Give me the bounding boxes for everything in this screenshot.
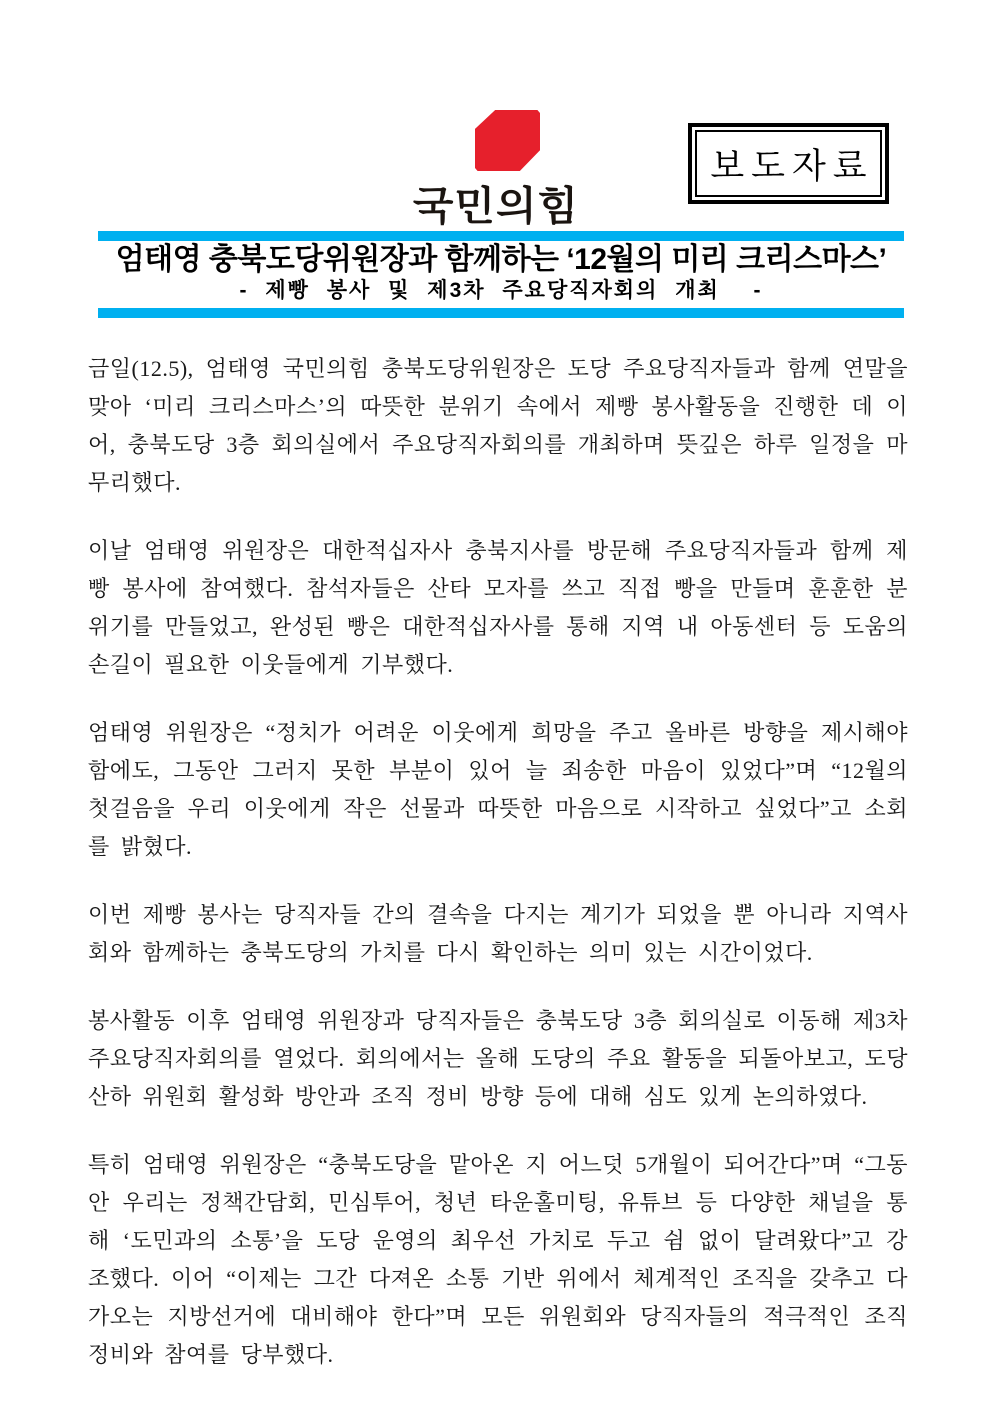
title-top-rule bbox=[98, 231, 904, 241]
press-release-label: 보도자료 bbox=[710, 146, 874, 186]
body-paragraph: 금일(12.5), 엄태영 국민의힘 충북도당위원장은 도당 주요당직자들과 함께 연말을 맞아 ‘미리 크리스마스’의 따뜻한 분위기 속에서 제빵 봉사활동을 진행한 데 이어, 충북도당 3층 회의실에서 주요당직자회의를 개최하며 뜻깊은 하루 일정을 마무리했다. bbox=[88, 356, 908, 495]
body-paragraph: 엄태영 위원장은 “정치가 어려운 이웃에게 희망을 주고 올바른 방향을 제시해야 함에도, 그동안 그러지 못한 부분이 있어 늘 죄송한 마음이 있었다”며 “12월의 첫걸음을 우리 이웃에게 작은 선물과 따뜻한 마음으로 시작하고 싶었다”고 소회를 밝혔다. bbox=[88, 720, 908, 859]
document-title: 엄태영 충북도당위원장과 함께하는 ‘12월의 미리 크리스마스’ bbox=[115, 243, 887, 276]
body-paragraph: 봉사활동 이후 엄태영 위원장과 당직자들은 충북도당 3층 회의실로 이동해 제3차 주요당직자회의를 열었다. 회의에서는 올해 도당의 주요 활동을 되돌아보고, 도당 산하 위원회 활성화 방안과 조직 정비 방향 등에 대해 심도 있게 논의하였다. bbox=[88, 1008, 908, 1109]
document-body bbox=[88, 350, 908, 1403]
title-block bbox=[98, 231, 904, 318]
press-release-stamp-inner-border bbox=[695, 130, 882, 197]
body-paragraph: 이날 엄태영 위원장은 대한적십자사 충북지사를 방문해 주요당직자들과 함께 제빵 봉사에 참여했다. 참석자들은 산타 모자를 쓰고 직접 빵을 만들며 훈훈한 분위기를 만들었고, 완성된 빵은 대한적십자사를 통해 지역 내 아동센터 등 도움의 손길이 필요한 이웃들에게 기부했다. bbox=[88, 538, 908, 677]
body-paragraph: 특히 엄태영 위원장은 “충북도당을 맡아온 지 어느덧 5개월이 되어간다”며 “그동안 우리는 정책간담회, 민심투어, 청년 타운홀미팅, 유튜브 등 다양한 채널을 통해 ‘도민과의 소통’을 도당 운영의 최우선 가치로 두고 쉼 없이 달려왔다”고 강조했다. 이어 “이제는 그간 다져온 소통 기반 위에서 체계적인 조직을 갖추고 다가오는 지방선거에 대비해야 한다”며 모든 위원회와 당직자들의 적극적인 조직 정비와 참여를 당부했다. bbox=[88, 1152, 908, 1367]
document-subtitle: - 제빵 봉사 및 제3차 주요당직자회의 개최 - bbox=[239, 279, 763, 302]
body-paragraph: 이번 제빵 봉사는 당직자들 간의 결속을 다지는 계기가 되었을 뿐 아니라 지역사회와 함께하는 충북도당의 가치를 다시 확인하는 의미 있는 시간이었다. bbox=[88, 902, 908, 965]
title-bottom-rule bbox=[98, 308, 904, 318]
party-symbol-icon bbox=[475, 110, 540, 171]
press-release-stamp bbox=[688, 123, 889, 204]
party-name: 국민의힘 bbox=[412, 183, 580, 228]
